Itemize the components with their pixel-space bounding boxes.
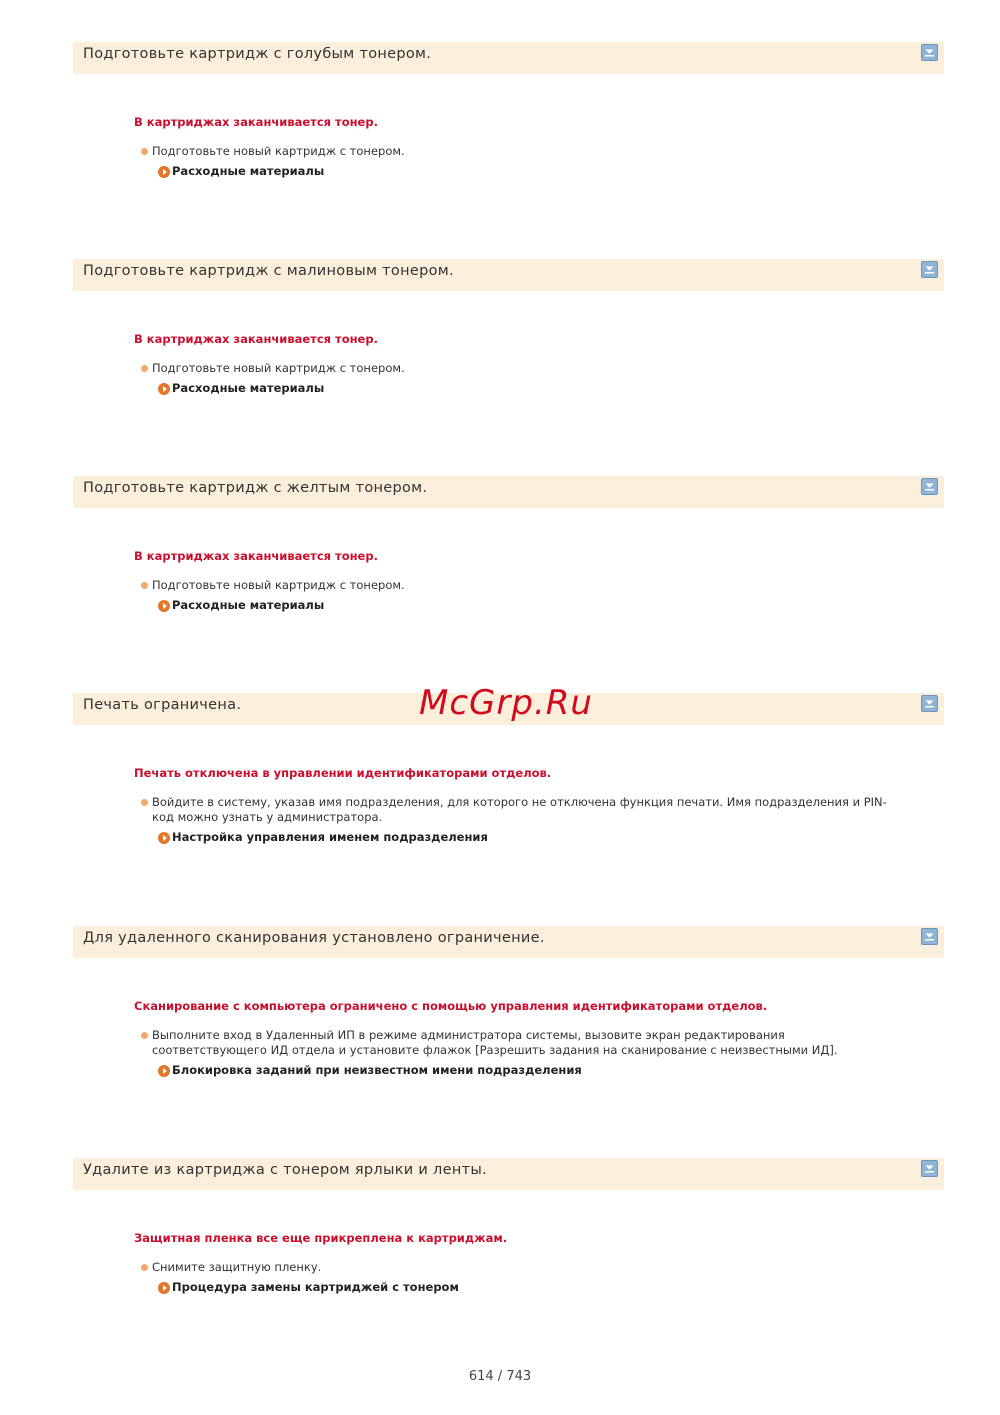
link-consumables[interactable] [158, 164, 901, 179]
link-arrow-icon [158, 383, 170, 395]
link-label[interactable]: Процедура замены картриджей с тонером [172, 1280, 459, 1294]
section-header [73, 259, 944, 291]
section-title: Подготовьте картридж с малиновым тонером. [83, 263, 454, 279]
section-magenta-toner [73, 259, 944, 395]
remedy-item [141, 144, 901, 179]
link-arrow-icon [158, 1282, 170, 1294]
remedy-item [141, 795, 901, 845]
bullet-dot-icon [141, 365, 148, 372]
section-header [73, 926, 944, 958]
cause-text: Защитная пленка все еще прикреплена к картриджам. [134, 1231, 508, 1245]
page-number: 614 / 743 [468, 1369, 532, 1384]
bullet-dot-icon [141, 582, 148, 589]
section-title: Подготовьте картридж с желтым тонером. [83, 480, 428, 496]
remedy-item [141, 578, 901, 613]
bullet-dot-icon [141, 799, 148, 806]
section-remove-tape [73, 1158, 944, 1294]
section-remote-scan-restricted [73, 926, 944, 1077]
link-label[interactable]: Расходные материалы [172, 598, 325, 612]
watermark: McGrp.Ru [419, 683, 593, 723]
collapse-arrow-icon[interactable] [921, 928, 938, 945]
section-header [73, 476, 944, 508]
remedy-item [141, 1028, 901, 1078]
link-department-id-settings[interactable] [158, 830, 901, 845]
link-block-unknown-jobs[interactable] [158, 1063, 901, 1078]
link-consumables[interactable] [158, 381, 901, 396]
bullet-dot-icon [141, 148, 148, 155]
cause-text: Сканирование с компьютера ограничено с помощью управления идентификаторами отделов. [134, 999, 768, 1013]
link-arrow-icon [158, 600, 170, 612]
section-title: Печать ограничена. [83, 697, 242, 713]
cause-text: Печать отключена в управлении идентификаторами отделов. [134, 766, 552, 780]
link-arrow-icon [158, 166, 170, 178]
section-title: Удалите из картриджа с тонером ярлыки и ленты. [83, 1162, 488, 1178]
link-arrow-icon [158, 832, 170, 844]
remedy-text: Подготовьте новый картридж с тонером. [152, 578, 405, 592]
collapse-arrow-icon[interactable] [921, 261, 938, 278]
cause-text: В картриджах заканчивается тонер. [134, 115, 378, 129]
link-consumables[interactable] [158, 598, 901, 613]
remedy-text: Подготовьте новый картридж с тонером. [152, 361, 405, 375]
section-title: Подготовьте картридж с голубым тонером. [83, 46, 432, 62]
remedy-text: Подготовьте новый картридж с тонером. [152, 144, 405, 158]
collapse-arrow-icon[interactable] [921, 44, 938, 61]
collapse-arrow-icon[interactable] [921, 1160, 938, 1177]
section-cyan-toner [73, 42, 944, 178]
remedy-text: Снимите защитную пленку. [152, 1260, 322, 1274]
link-label[interactable]: Расходные материалы [172, 381, 325, 395]
bullet-dot-icon [141, 1264, 148, 1271]
remedy-item [141, 361, 901, 396]
section-header [73, 42, 944, 74]
cause-text: В картриджах заканчивается тонер. [134, 549, 378, 563]
section-yellow-toner [73, 476, 944, 612]
link-label[interactable]: Блокировка заданий при неизвестном имени подразделения [172, 1063, 582, 1077]
remedy-text: Войдите в систему, указав имя подразделения, для которого не отключена функция печати. Имя подразделения и PIN-код можно узнать у администратора. [152, 795, 887, 824]
remedy-text: Выполните вход в Удаленный ИП в режиме администратора системы, вызовите экран редактирования соответствующего ИД отдела и установите флажок [Разрешить задания на сканирование с неизвестными ИД]. [152, 1028, 838, 1057]
remedy-item [141, 1260, 901, 1295]
link-arrow-icon [158, 1065, 170, 1077]
section-title: Для удаленного сканирования установлено ограничение. [83, 930, 545, 946]
cause-text: В картриджах заканчивается тонер. [134, 332, 378, 346]
link-replace-toner[interactable] [158, 1280, 901, 1295]
collapse-arrow-icon[interactable] [921, 478, 938, 495]
link-label[interactable]: Расходные материалы [172, 164, 325, 178]
bullet-dot-icon [141, 1032, 148, 1039]
link-label[interactable]: Настройка управления именем подразделения [172, 830, 488, 844]
section-header [73, 1158, 944, 1190]
